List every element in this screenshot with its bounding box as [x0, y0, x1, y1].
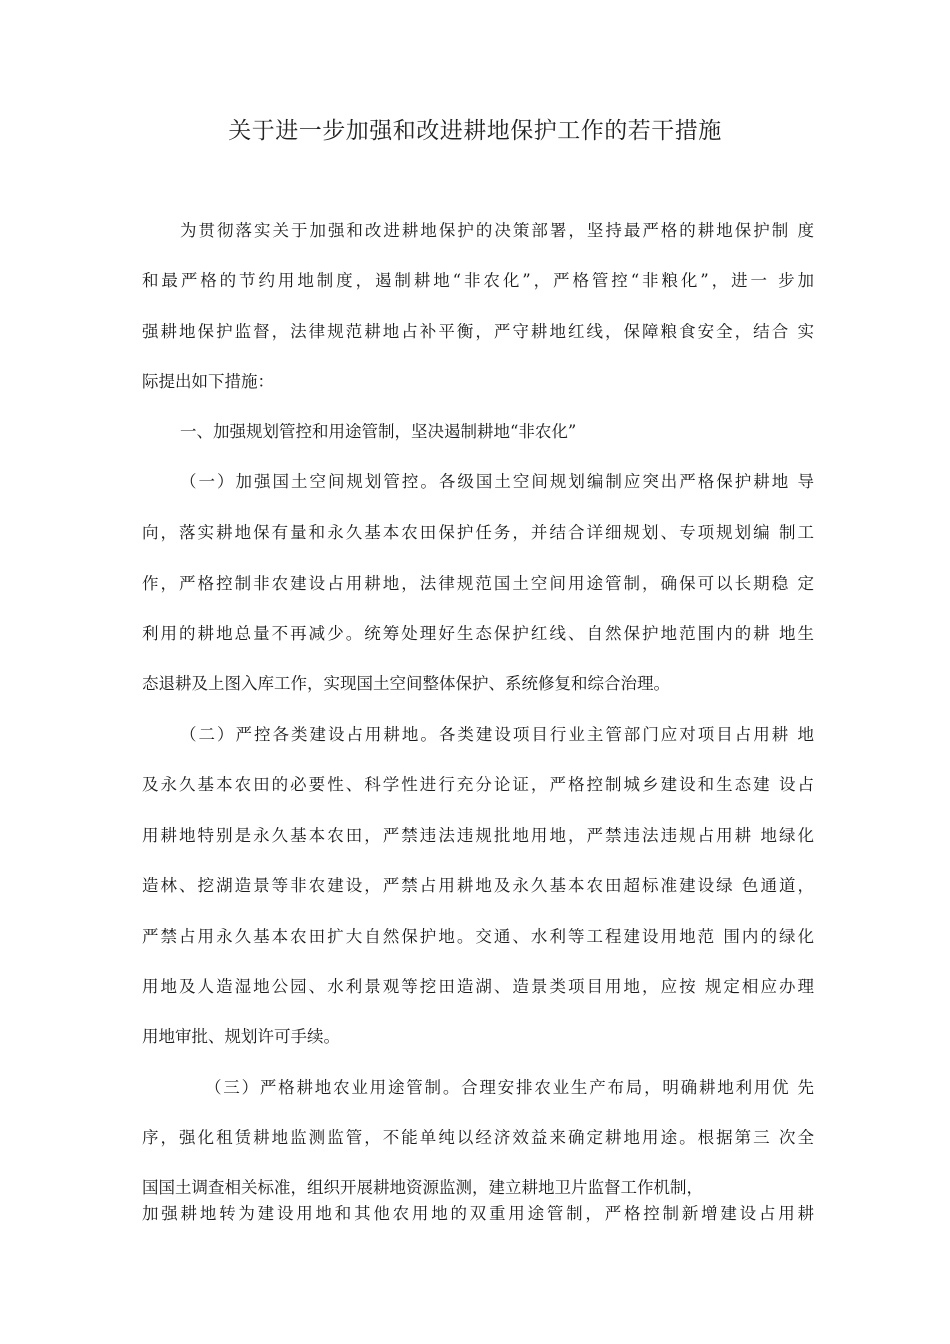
- paragraph-line: 强耕地保护监督，法律规范耕地占补平衡，严守耕地红线，保障粮食安全，结合 实: [142, 322, 814, 341]
- paragraph-line: 和最严格的节约用地制度，遏制耕地“非农化”，严格管控“非粮化”，进一 步加: [142, 271, 814, 290]
- paragraph-line: 序，强化租赁耕地监测监管，不能单纯以经济效益来确定耕地用途。根据第三 次全: [142, 1128, 814, 1147]
- paragraph-line: 作，严格控制非农建设占用耕地，法律规范国土空间用途管制，确保可以长期稳 定: [142, 574, 814, 593]
- paragraph-line: （二）严控各类建设占用耕地。各类建设项目行业主管部门应对项目占用耕 地: [180, 725, 814, 744]
- paragraph-line: 际提出如下措施：: [142, 372, 274, 391]
- paragraph-line: 国国土调查相关标准，组织开展耕地资源监测，建立耕地卫片监督工作机制，: [142, 1178, 703, 1197]
- page-title: 关于进一步加强和改进耕地保护工作的若干措施: [228, 118, 722, 144]
- paragraph-line: 态退耕及上图入库工作，实现国土空间整体保护、系统修复和综合治理。: [142, 674, 670, 693]
- paragraph-line: 利用的耕地总量不再减少。统筹处理好生态保护红线、自然保护地范围内的耕 地生: [142, 624, 814, 643]
- paragraph-line: 造林、挖湖造景等非农建设，严禁占用耕地及永久基本农田超标准建设绿 色通道，: [142, 876, 814, 895]
- paragraph-line: 加强耕地转为建设用地和其他农用地的双重用途管制，严格控制新增建设占用耕: [142, 1204, 814, 1223]
- paragraph-line: 用地及人造湿地公园、水利景观等挖田造湖、造景类项目用地，应按 规定相应办理: [142, 977, 814, 996]
- paragraph-line: （三）严格耕地农业用途管制。合理安排农业生产布局，明确耕地利用优 先: [205, 1078, 814, 1097]
- paragraph-line: 用地审批、规划许可手续。: [142, 1027, 340, 1046]
- paragraph-line: 向，落实耕地保有量和永久基本农田保护任务，并结合详细规划、专项规划编 制工: [142, 523, 814, 542]
- paragraph-line: 及永久基本农田的必要性、科学性进行充分论证，严格控制城乡建设和生态建 设占: [142, 775, 814, 794]
- paragraph-line: 用耕地特别是永久基本农田，严禁违法违规批地用地，严禁违法违规占用耕 地绿化: [142, 826, 814, 845]
- paragraph-line: 为贯彻落实关于加强和改进耕地保护的决策部署，坚持最严格的耕地保护制 度: [180, 221, 814, 240]
- paragraph-line: 严禁占用永久基本农田扩大自然保护地。交通、水利等工程建设用地范 围内的绿化: [142, 927, 814, 946]
- section-heading: 一、加强规划管控和用途管制，坚决遏制耕地“非农化”: [180, 422, 577, 441]
- paragraph-line: （一）加强国土空间规划管控。各级国土空间规划编制应突出严格保护耕地 导: [180, 472, 814, 491]
